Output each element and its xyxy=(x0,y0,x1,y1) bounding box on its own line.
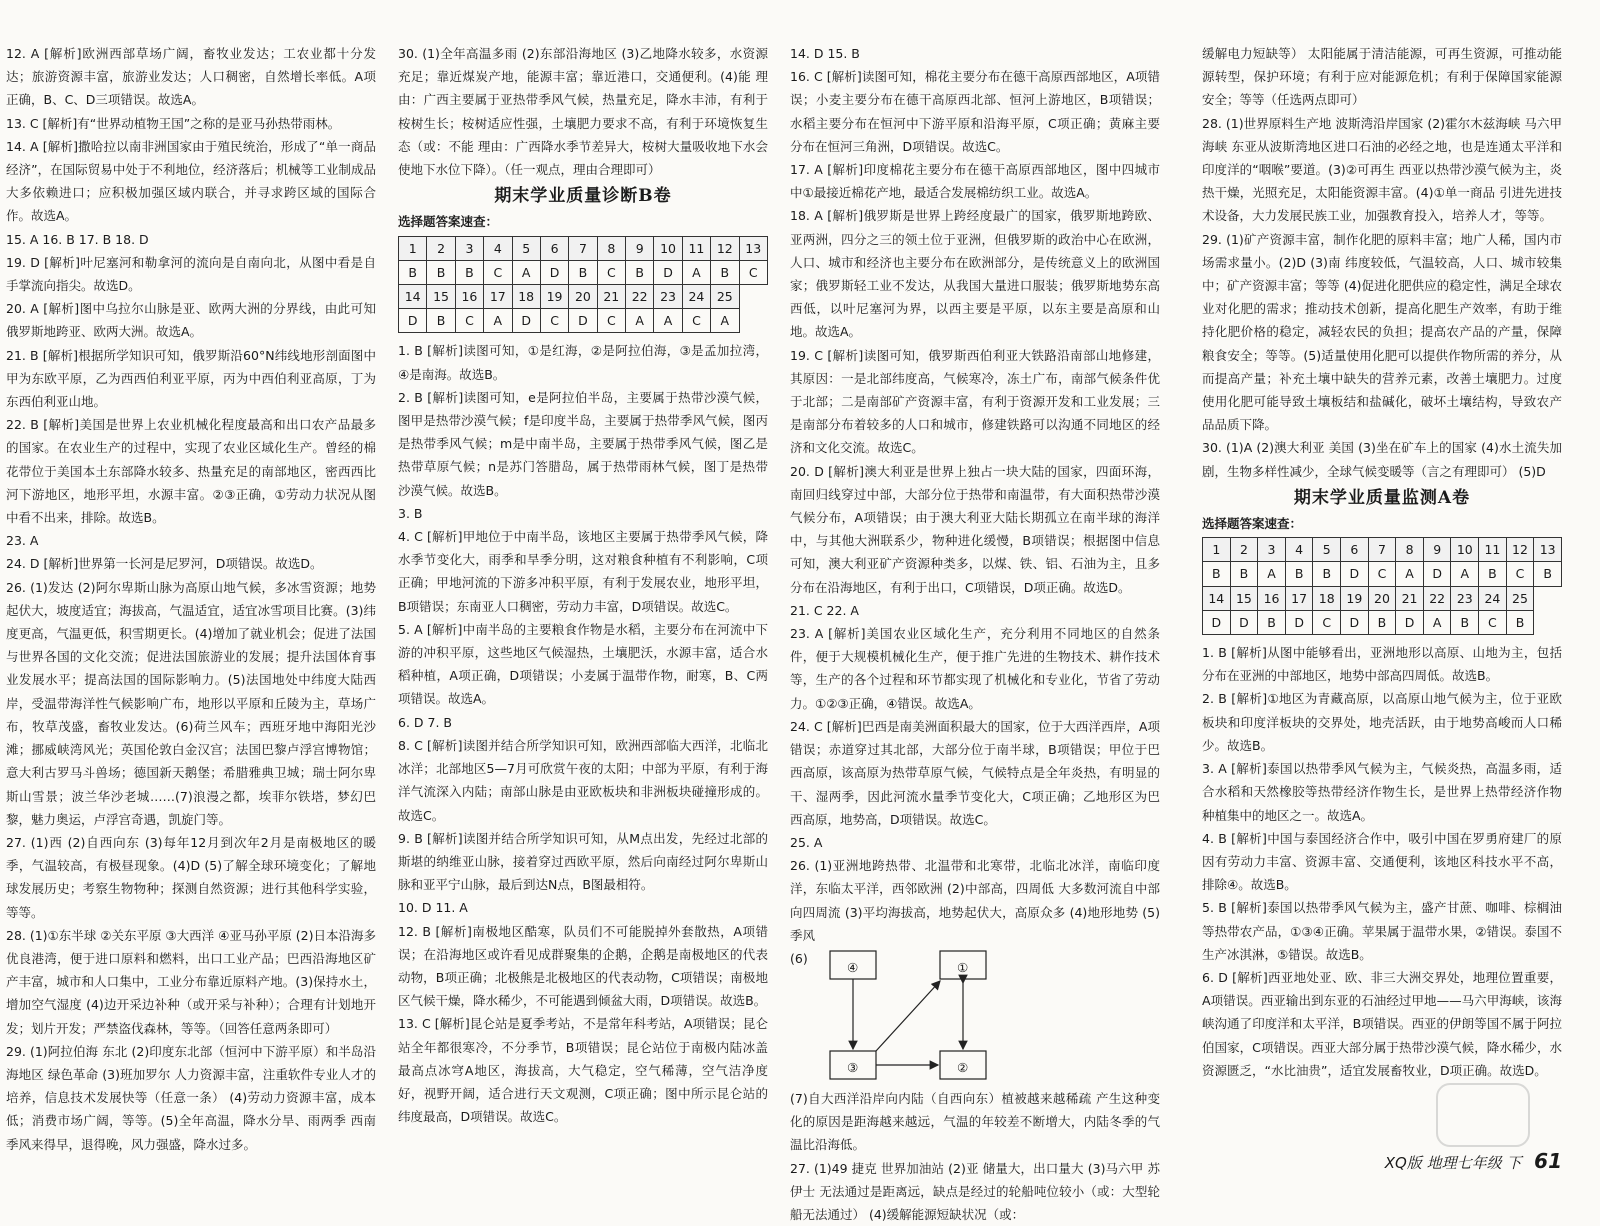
answer-cell: 19 xyxy=(540,285,568,309)
answer-cell: 23 xyxy=(654,285,682,309)
answer-cell: B xyxy=(626,260,654,284)
answer-cell: 21 xyxy=(597,285,625,309)
answer-cell: 1 xyxy=(1203,538,1231,562)
answer-cell: B xyxy=(455,260,483,284)
answer-item: 21. C 22. A xyxy=(790,602,859,618)
answer-cell: 13 xyxy=(1534,538,1562,562)
answer-item: 21. B [解析]根据所学知识可知，俄罗斯沿60°N纬线地形剖面图中甲为东欧平原，乙为西西伯利亚平原，丙为中西伯利亚高原，丁为东西伯利亚山地。 xyxy=(6,347,376,410)
answer-cell: 24 xyxy=(682,285,710,309)
watermark-logo xyxy=(1436,1083,1530,1147)
answer-item: 22. B [解析]美国是世界上农业机械化程度最高和出口农产品最多的国家。在农业生产的过程中，实现了农业区域化生产。曾经的棉花带位于美国本土东部降水较多、热量充足的南部地区，密西西比河下游地区，地形平坦，水源丰富。②③正确，①劳动力状况从图中看不出来，排除。故选B。 xyxy=(6,417,376,526)
answer-cell: 25 xyxy=(711,285,739,309)
section-title-b: 期末学业质量诊断B卷 xyxy=(494,186,672,207)
answer-cell: C xyxy=(1368,562,1396,586)
answer-item: 30. (1)A (2)澳大利亚 美国 (3)坐在矿车上的国家 (4)水土流失加剧，生物多样性减少，全球气候变暖等（言之有理即可） (5)D xyxy=(1202,440,1562,479)
answer-cell: 14 xyxy=(399,285,427,309)
answer-cell: B xyxy=(1258,610,1286,634)
answer-item: 19. C [解析]读图可知，俄罗斯西伯利亚大铁路沿南部山地修建，其原因：一是北部纬度高，气候寒冷，冻土广布，南部气候条件优于北部；二是南部矿产资源丰富，有利于资源开发和工业发展；三是南部分布着较多的人口和城市，修建铁路可以沟通不同地区的经济和文化交流。故选C。 xyxy=(790,347,1160,456)
answer-table-row xyxy=(1203,610,1562,634)
answer-item: 25. A xyxy=(790,834,823,850)
answer-cell: 5 xyxy=(1313,538,1341,562)
answer-cell: 5 xyxy=(512,236,540,260)
answer-item: 1. B [解析]从图中能够看出，亚洲地形以高原、山地为主，包括分布在亚洲的中部地区，地势中部高四周低。故选B。 xyxy=(1202,645,1562,684)
answer-item: 19. D [解析]叶尼塞河和勒拿河的流向是自南向北，从图中看是自手掌流向指尖。故选D。 xyxy=(6,254,376,294)
answer-cell: D xyxy=(654,260,682,284)
answer-cell: 9 xyxy=(626,236,654,260)
answer-item: 4. B [解析]中国与泰国经济合作中，吸引中国在罗勇府建厂的原因有劳动力丰富、资源丰富、交通便利，该地区科技水平不高，排除④。故选B。 xyxy=(1202,830,1562,893)
answer-cell: 1 xyxy=(399,236,427,260)
flow-box-1: ④ xyxy=(847,959,859,975)
answer-item: 23. A [解析]美国农业区域化生产，充分利用不同地区的自然条件，便于大规模机械化生产，便于推广先进的生物技术、耕作技术等，生产的各个过程和环节都实现了机械化和专业化，节省了劳动力。①②③正确，④错误。故选A。 xyxy=(790,626,1160,711)
answer-cell: C xyxy=(1479,610,1507,634)
answer-cell: 6 xyxy=(540,236,568,260)
column-3 xyxy=(790,42,1160,1222)
flow-box-3: ③ xyxy=(847,1059,859,1075)
flow-arrows xyxy=(812,947,1012,1087)
answer-cell: D xyxy=(1230,610,1258,634)
answer-table-row xyxy=(399,309,768,333)
answer-item: 20. D [解析]澳大利亚是世界上独占一块大陆的国家，四面环海，南回归线穿过中部，大部分位于热带和南温带，有大面积热带沙漠气候分布，A项错误；由于澳大利亚大陆长期孤立在南半球的海洋中，与其他大洲联系少，物种进化缓慢，B项错误；根据图中信息可知，澳大利亚矿产资源种类多，以煤、铁、铝、石油为主，且多分布在沿海地区，有利于出口，C项错误，D项正确。故选D。 xyxy=(790,463,1160,595)
answer-cell: 14 xyxy=(1203,586,1231,610)
answer-item: 18. A [解析]俄罗斯是世界上跨经度最广的国家，俄罗斯地跨欧、亚两洲，四分之三的领土位于亚洲，但俄罗斯的政治中心在欧洲，人口、城市和经济也主要分布在欧洲部分，是传统意义上的欧洲国家；俄罗斯轻工业不发达，从我国大量进口服装；俄罗斯地势东高西低，以叶尼塞河为界，以西主要是平原，以东主要是高原和山地。故选A。 xyxy=(790,208,1160,340)
answer-table-row xyxy=(399,285,768,309)
answer-item: 14. D 15. B xyxy=(790,46,860,61)
answer-item: 24. C [解析]巴西是南美洲面积最大的国家，位于大西洋西岸，A项错误；赤道穿过其北部，大部分位于南半球，B项错误；甲位于巴西高原，该高原为热带草原气候，气候特点是全年炎热，有明显的干、湿两季，因此河流水量季节变化大，C项正确；乙地形区为巴西高原，地势高，D项错误。故选C。 xyxy=(790,718,1160,827)
flow-diagram xyxy=(790,947,1012,1087)
answer-cell: 10 xyxy=(654,236,682,260)
answer-cell: 20 xyxy=(569,285,597,309)
answer-cell: 2 xyxy=(427,236,455,260)
answer-item: 6. D 7. B xyxy=(398,714,452,730)
answer-cell: B xyxy=(427,260,455,284)
edition-label: XQ版 xyxy=(1384,1154,1422,1172)
answer-cell: 8 xyxy=(1396,538,1424,562)
answer-cell: A xyxy=(512,260,540,284)
answer-cell: 22 xyxy=(1423,586,1451,610)
answer-item: 14. A [解析]撒哈拉以南非洲国家由于殖民统治，形成了“单一商品经济”，在国际贸易中处于不利地位，经济落后；机械等工业制成品大多依赖进口；应积极加强区域内联合，并寻求跨区域的国际合作。故选A。 xyxy=(6,138,376,224)
answer-table-b xyxy=(398,236,768,334)
answer-cell: 13 xyxy=(739,236,768,260)
answer-item: 8. C [解析]读图并结合所学知识可知，欧洲西部临大西洋，北临北冰洋；北部地区5—7月可欣赏午夜的太阳；中部为平原，有利于海洋气流深入内陆；南部山脉是由亚欧板块和非洲板块碰撞形成的。故选C。 xyxy=(398,737,768,823)
answer-cell: C xyxy=(484,260,512,284)
page-footer xyxy=(1385,1149,1562,1173)
answer-cell: D xyxy=(1341,610,1369,634)
answer-cell: C xyxy=(682,309,710,333)
answer-cell: 7 xyxy=(1368,538,1396,562)
answer-item: 26. (1)发达 (2)阿尔卑斯山脉为高原山地气候，多冰雪资源；地势起伏大，坡度适宜；海拔高，气温适宜，适宜冰雪项目比赛。(3)纬度更高，气温更低，积雪期更长。(4)增加了就业机会；促进了法国与世界各国的文化交流；促进法国旅游业的发展；提升法国体育事业发展水平；提高法国的国际影响力。(5)法国地处中纬度大陆西岸，受温带海洋性气候影响广布，地形以平原和丘陵为主，草场广布，牧草茂盛，畜牧业发达。(6)荷兰风车；西班牙地中海阳光沙滩；挪威峡湾风光；英国伦敦白金汉宫；法国巴黎卢浮宫博物馆；意大利古罗马斗兽场；德国新天鹅堡；希腊雅典卫城；瑞士阿尔卑斯山雪景；波兰华沙老城……(7)浪漫之都，埃菲尔铁塔，梦幻巴黎，魅力奥运，卢浮宫奇遇，凯旋门等。 xyxy=(6,579,376,827)
column-2 xyxy=(398,42,768,1142)
answer-cell: 25 xyxy=(1506,586,1534,610)
answer-cell: D xyxy=(1285,610,1313,634)
answer-cell: B xyxy=(711,260,739,284)
answer-cell: 4 xyxy=(484,236,512,260)
answer-cell: D xyxy=(1203,610,1231,634)
answer-cell: 10 xyxy=(1451,538,1479,562)
page-number: 61 xyxy=(1534,1149,1562,1173)
answer-item: 2. B [解析]读图可知，e是阿拉伯半岛，主要属于热带沙漠气候，图甲是热带沙漠气候；f是印度半岛，主要属于热带季风气候，图丙是热带季风气候；m是中南半岛，主要属于热带季风气候，图乙是热带草原气候；n是苏门答腊岛，属于热带雨林气候，图丁是热带沙漠气候。故选B。 xyxy=(398,389,768,498)
answer-item: 28. (1)世界原料生产地 波斯湾沿岸国家 (2)霍尔木兹海峡 马六甲海峡 东亚从波斯湾地区进口石油的必经之地，也是连通太平洋和印度洋的“咽喉”要道。(3)②可再生 西亚以热带沙漠气候为主，炎热干燥，光照充足，太阳能资源丰富。(4)①单一商品 引进先进技术设备，大力发展民族工业，加强教育投入，培养人才，等等。 xyxy=(1202,115,1562,224)
answer-item: 15. A 16. B 17. B 18. D xyxy=(6,231,149,247)
answer-item: 4. C [解析]甲地位于中南半岛，该地区主要属于热带季风气候，降水季节变化大，雨季和旱季分明，这对粮食种植有不利影响，C项正确；甲地河流的下游多冲积平原，有利于发展农业，地形平坦，B项错误；东南亚人口稠密，劳动力丰富，D项错误。故选C。 xyxy=(398,529,768,614)
flow-box-2: ① xyxy=(957,959,969,975)
answer-item: 29. (1)矿产资源丰富，制作化肥的原料丰富；地广人稀，国内市场需求量小。(2)D (3)南 纬度较低，气温较高，人口、城市较集中；矿产资源丰富；等等 (4)促进化肥供应的稳定性，满足全球农业对化肥的需求；推动技术创新，提高化肥生产效率，有助于维持化肥价格的稳定，减轻农民的负担；提高农产品的产量，保障粮食安全；等等。(5)适量使用化肥可以提供作物所需的养分，从而提高产量；补充土壤中缺失的营养元素，改善土壤肥力。过度使用化肥可能导致土壤板结和盐碱化，破坏土壤结构，导致农产品品质下降。 xyxy=(1202,231,1562,433)
answer-cell: 11 xyxy=(682,236,710,260)
answer-cell: C xyxy=(1506,562,1534,586)
answer-cell: 3 xyxy=(1258,538,1286,562)
answer-cell: 6 xyxy=(1341,538,1369,562)
answer-item: 17. A [解析]印度棉花主要分布在德干高原西部地区，图中四城市中①最接近棉花产地，最适合发展棉纺织工业。故选A。 xyxy=(790,162,1160,201)
answer-cell: B xyxy=(1534,562,1562,586)
section-title-a: 期末学业质量监测A卷 xyxy=(1293,487,1471,508)
answer-cell: D xyxy=(1423,562,1451,586)
answer-cell: B xyxy=(1479,562,1507,586)
answer-cell: C xyxy=(597,260,625,284)
answer-table-row xyxy=(1203,586,1562,610)
answer-cell: A xyxy=(1451,562,1479,586)
answer-cell: 17 xyxy=(484,285,512,309)
answer-cell: 24 xyxy=(1479,586,1507,610)
answer-cell: A xyxy=(1396,562,1424,586)
quick-answer-label: 选择题答案速查： xyxy=(398,214,499,230)
answer-item: 12. B [解析]南极地区酷寒，队员们不可能脱掉外套散热，A项错误；在沿海地区或许看见成群聚集的企鹅，企鹅是南极地区的代表动物，B项正确；北极熊是北极地区的代表动物，C项错误；南极地区气候干燥，降水稀少，不可能遇到倾盆大雨，D项错误。故选B。 xyxy=(398,923,768,1009)
answer-item: 1. B [解析]读图可知，①是红海，②是阿拉伯海，③是孟加拉湾，④是南海。故选B。 xyxy=(398,343,768,382)
answer-cell: D xyxy=(1341,562,1369,586)
answer-cell: B xyxy=(569,260,597,284)
answer-cell: B xyxy=(427,309,455,333)
answer-cell: C xyxy=(455,309,483,333)
answer-cell: 8 xyxy=(597,236,625,260)
answer-cell: 22 xyxy=(626,285,654,309)
answer-cell: 16 xyxy=(1258,586,1286,610)
answer-table-row xyxy=(1203,538,1562,562)
answer-cell: C xyxy=(1313,610,1341,634)
answer-item: 5. A [解析]中南半岛的主要粮食作物是水稻，主要分布在河流中下游的冲积平原，这些地区气候湿热，土壤肥沃，水源丰富，适合水稻种植，A项正确，D项错误；小麦属于温带作物，耐寒，B、C两项错误。故选A。 xyxy=(398,621,768,707)
answer-cell: 2 xyxy=(1230,538,1258,562)
answer-cell: 7 xyxy=(569,236,597,260)
answer-cell: B xyxy=(1451,610,1479,634)
answer-cell: 4 xyxy=(1285,538,1313,562)
answer-item: 6. D [解析]西亚地处亚、欧、非三大洲交界处，地理位置重要，A项错误。西亚输出到东亚的石油经过甲地——马六甲海峡，该海峡沟通了印度洋和太平洋，B项错误。西亚的伊朗等国不属于阿拉伯国家，C项错误。西亚大部分属于热带沙漠气候，降水稀少，水资源匮乏，“水比油贵”，适宜发展畜牧业，D项正确。故选D。 xyxy=(1202,969,1562,1078)
answer-item: 27. (1)西 (2)自西向东 (3)每年12月到次年2月是南极地区的暖季，气温较高，有极昼现象。(4)D (5)了解全球环境变化；了解地球发展历史；考察生物物种；探测自然资源；进行其他科学实验，等等。 xyxy=(6,834,376,920)
answer-cell: A xyxy=(1423,610,1451,634)
answer-cell: A xyxy=(484,309,512,333)
answer-cell: B xyxy=(1313,562,1341,586)
answer-cell: B xyxy=(1506,610,1534,634)
answer-cell: D xyxy=(399,309,427,333)
answer-item: 26. (1)亚洲地跨热带、北温带和北寒带，北临北冰洋，南临印度洋，东临太平洋，西邻欧洲 (2)中部高，四周低 大多数河流自中部向四周流 (3)平均海拔高，地势起伏大，高原众多 (4)地形地势 (5)季风 xyxy=(790,858,1160,943)
answer-cell: 21 xyxy=(1396,586,1424,610)
answer-item: 3. B xyxy=(398,505,423,521)
answer-item: 20. A [解析]图中乌拉尔山脉是亚、欧两大洲的分界线，由此可知俄罗斯地跨亚、欧两大洲。故选A。 xyxy=(6,301,376,340)
answer-cell: B xyxy=(1285,562,1313,586)
answer-cell: 12 xyxy=(1506,538,1534,562)
answer-item: 10. D 11. A xyxy=(398,900,468,916)
answer-cell: 15 xyxy=(1230,586,1258,610)
answer-item: 13. C [解析]有“世界动植物王国”之称的是亚马孙热带雨林。 xyxy=(6,115,341,131)
answer-cell: A xyxy=(626,309,654,333)
answer-table-a xyxy=(1202,537,1562,635)
answer-item: 5. B [解析]泰国以热带季风气候为主，盛产甘蔗、咖啡、棕榈油等热带农产品，①③④正确。苹果属于温带水果，②错误。泰国不生产冰淇淋，⑤错误。故选B。 xyxy=(1202,900,1562,962)
answer-cell: 15 xyxy=(427,285,455,309)
answer-item: 13. C [解析]昆仑站是夏季考站，不是常年科考站，A项错误；昆仑站全年都很寒冷，不分季节，B项错误；昆仑站位于南极内陆冰盖最高点冰穹A地区，海拔高，大气稳定，空气稀薄，空气洁净度好，视野开阔，适合进行天文观测，C项正确；图中所示昆仑站的纬度最高，D项错误。故选C。 xyxy=(398,1016,768,1125)
answer-item: 12. A [解析]欧洲西部草场广阔，畜牧业发达；工农业都十分发达；旅游资源丰富，旅游业发达；人口稠密，自然增长率低。A项正确，B、C、D三项错误。故选A。 xyxy=(6,46,376,108)
answer-cell: 9 xyxy=(1423,538,1451,562)
column-4 xyxy=(1202,42,1562,1142)
answer-cell: 19 xyxy=(1341,586,1369,610)
answer-cell: C xyxy=(597,309,625,333)
answer-cell: C xyxy=(739,260,768,284)
answer-cell: 20 xyxy=(1368,586,1396,610)
flow-label: (6) xyxy=(790,950,808,966)
answer-item: 28. (1)①东半球 ②关东平原 ③大西洋 ④亚马孙平原 (2)日本沿海多优良港湾，便于进口原料和燃料，出口工业产品；巴西沿海地区矿产丰富，城市和人口集中，工业分布靠近原料产地。(3)保持水土，增加空气湿度 (4)边开采边补种（或开采与补种）；合理有计划地开发；划片开发；严禁盗伐森林，等等。（回答任意两条即可） xyxy=(6,927,376,1036)
answer-item: 2. B [解析]①地区为青藏高原，以高原山地气候为主，位于亚欧板块和印度洋板块的交界处，地壳活跃，由于地势高峻而人口稀少。故选B。 xyxy=(1202,691,1562,753)
answer-item: 29. (1)阿拉伯海 东北 (2)印度东北部（恒河中下游平原）和半岛沿海地区 绿色革命 (3)班加罗尔 人力资源丰富，注重软件专业人才的培养，信息技术发展快等（任意一条） (4)劳动力资源丰富，成本低；消费市场广阔，等等。(5)全年高温，降水分旱、雨两季 西南季风来得早，退得晚，风力强盛，降水过多。 xyxy=(6,1043,376,1152)
answer-table-row xyxy=(399,236,768,260)
answer-cell: 11 xyxy=(1479,538,1507,562)
answer-cell: 3 xyxy=(455,236,483,260)
answer-cell: A xyxy=(682,260,710,284)
answer-cell: 23 xyxy=(1451,586,1479,610)
answer-item: 缓解电力短缺等） 太阳能属于清洁能源，可再生资源，可推动能源转型，保护环境；有利于应对能源危机；有利于保障国家能源安全；等等（任选两点即可） xyxy=(1202,46,1562,108)
answer-item: 9. B [解析]读图并结合所学知识可知，从M点出发，先经过北部的斯堪的纳维亚山脉，接着穿过西欧平原，然后向南经过阿尔卑斯山脉和亚平宁山脉，最后到达N点，B图最相符。 xyxy=(398,830,768,893)
answer-cell: D xyxy=(540,260,568,284)
answer-cell: D xyxy=(569,309,597,333)
answer-cell: 18 xyxy=(512,285,540,309)
answer-cell: B xyxy=(1203,562,1231,586)
column-1 xyxy=(6,42,376,1152)
answer-table-row xyxy=(399,260,768,284)
answer-cell: 12 xyxy=(711,236,739,260)
answer-item: 16. C [解析]读图可知，棉花主要分布在德干高原西部地区，A项错误；小麦主要分布在德干高原西北部、恒河上游地区，B项错误；水稻主要分布在恒河中下游平原和沿海平原，C项正确；黄麻主要分布在恒河三角洲，D项错误。故选C。 xyxy=(790,69,1160,154)
answer-cell: D xyxy=(1396,610,1424,634)
answer-item: (7)自大西洋沿岸向内陆（自西向东）植被越来越稀疏 产生这种变化的原因是距海越来越远，气温的年较差不断增大，内陆冬季的气温比沿海低。 xyxy=(790,1090,1160,1153)
answer-item: 23. A xyxy=(6,533,39,549)
answer-item: 30. (1)全年高温多雨 (2)东部沿海地区 (3)乙地降水较多，水资源充足；靠近煤炭产地，能源丰富；靠近港口，交通便利。(4)能 理由：广西主要属于亚热带季风气候，热量充足，降水丰沛，有利于桉树生长；桉树适应性强，土壤肥力要求不高，有利于环境恢复生态（或：不能 理由：广西降水季节差异大，桉树大量吸收地下水会使地下水位下降）。（任一观点，理由合理即可） xyxy=(398,46,768,178)
answer-item: 24. D [解析]世界第一长河是尼罗河，D项错误。故选D。 xyxy=(6,556,323,572)
answer-cell: A xyxy=(654,309,682,333)
answer-cell: A xyxy=(711,309,739,333)
answer-cell: D xyxy=(512,309,540,333)
answer-cell: B xyxy=(399,260,427,284)
answer-cell: B xyxy=(1368,610,1396,634)
answer-cell: 17 xyxy=(1285,586,1313,610)
answer-cell: B xyxy=(1230,562,1258,586)
answer-table-row xyxy=(1203,562,1562,586)
answer-cell: 16 xyxy=(455,285,483,309)
answer-item: 27. (1)49 捷克 世界加油站 (2)亚 储量大，出口量大 (3)马六甲 苏伊士 无法通过是距离远，缺点是经过的轮船吨位较小（或：大型轮船无法通过） (4)缓解能源短缺状况（或： xyxy=(790,1160,1160,1222)
subject-label: 地理七年级 下 xyxy=(1426,1154,1522,1172)
answer-cell: A xyxy=(1258,562,1286,586)
answer-cell: 18 xyxy=(1313,586,1341,610)
answer-cell: C xyxy=(540,309,568,333)
quick-answer-label: 选择题答案速查： xyxy=(1202,516,1303,532)
answer-item: 3. A [解析]泰国以热带季风气候为主，气候炎热，高温多雨，适合水稻和天然橡胶等热带经济作物生长，是世界上热带经济作物种植集中的地区之一。故选A。 xyxy=(1202,761,1562,823)
flow-box-4: ② xyxy=(957,1059,969,1075)
